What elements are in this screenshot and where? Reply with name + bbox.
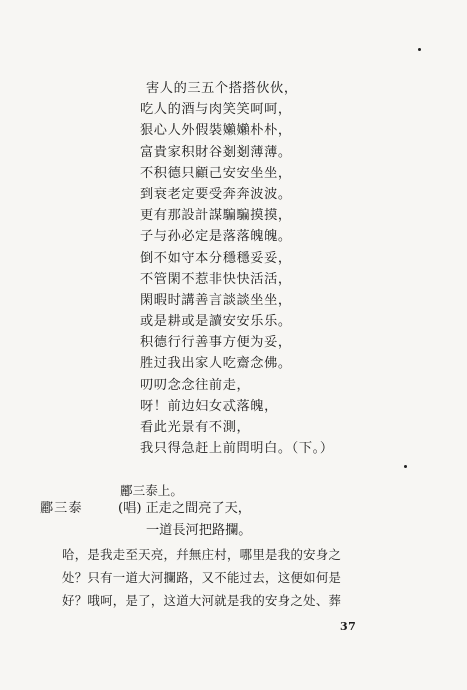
verse-line: 狠心人外假裝嬾嬾朴朴，	[140, 123, 292, 139]
verse-line: 閑暇时講善言談談坐坐，	[140, 292, 292, 308]
verse-line: 呀！前边妇女忒落魄，	[140, 398, 278, 414]
speaker-name: 酈三泰	[40, 501, 83, 516]
verse-line: 积德行行善事方便为妥，	[140, 335, 292, 351]
verse-line: 胜过我出家人吃齋念佛。	[140, 356, 292, 372]
verse-line: 不管閑不惹非快快活活，	[140, 271, 292, 287]
verse-line: 富貴家积財谷剗剗薄薄。	[140, 144, 292, 160]
verse-line: 倒不如守本分穩穩妥妥，	[140, 250, 292, 266]
prose-text: 哦呵，是了，这道大河就是我的安身之处、葬	[87, 593, 342, 608]
verse-line: 更有那設計謀騙騙摸摸，	[140, 208, 292, 224]
verse-line: 子与孙必定是落落魄魄。	[140, 229, 292, 245]
speaker-row	[40, 498, 440, 520]
prose-line	[62, 589, 392, 612]
verse-line: 吃人的酒与肉笑笑呵呵，	[140, 102, 292, 118]
prose-lead: 好？	[62, 593, 88, 608]
prose-line	[62, 543, 392, 566]
dialogue-block	[40, 498, 440, 542]
verse-line: 我只得急赶上前問明白。（下。）	[140, 441, 334, 457]
verse-line: 害人的三五个搭搭伙伙，	[146, 81, 298, 96]
verse-block	[140, 78, 440, 459]
page-number: 37	[340, 620, 357, 633]
prose-lead: 处？	[62, 570, 88, 585]
sung-line: 正走之間亮了天，	[145, 501, 251, 516]
verse-line: 不积德只顧己安安坐坐，	[140, 165, 292, 181]
prose-text: 是我走至天亮，幷無庄村，哪里是我的安身之	[87, 547, 342, 562]
verse-line: 叨叨念念往前走，	[140, 377, 251, 393]
verse-line: 看此光景有不測，	[140, 420, 251, 435]
sung-line: 一道長河把路攔。	[146, 523, 252, 538]
print-speck	[404, 465, 407, 468]
verse-line: 或是耕或是讀安安乐乐。	[140, 314, 292, 330]
verse-line: 到衰老定要受奔奔波波。	[140, 186, 292, 202]
prose-block	[62, 543, 392, 612]
prose-text: 只有一道大河攔路，又不能过去，这便如何是	[87, 570, 342, 585]
sing-tag: (唱)	[118, 501, 142, 516]
prose-line	[62, 566, 392, 589]
stage-direction-enter: 酈三泰上。	[120, 483, 183, 498]
prose-lead: 哈，	[62, 547, 88, 562]
print-speck	[418, 48, 421, 51]
